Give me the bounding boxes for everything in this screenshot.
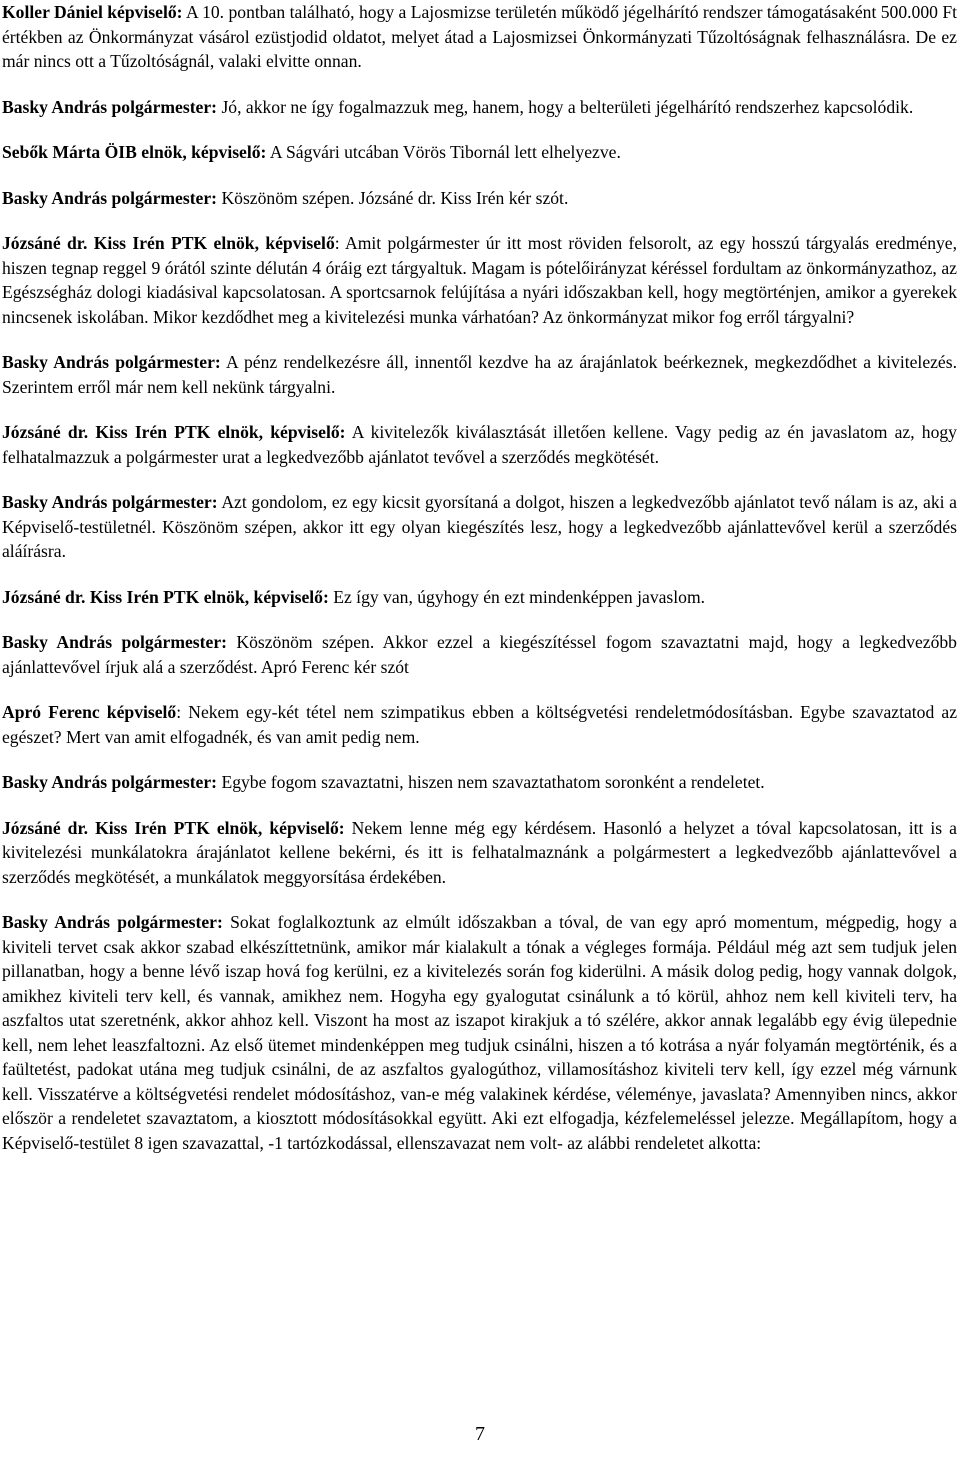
speaker-name: Józsáné dr. Kiss Irén PTK elnök, képviselő:: [2, 586, 329, 607]
speaker-name: Józsáné dr. Kiss Irén PTK elnök, képviselő:: [2, 422, 346, 442]
document-page: [2, 0, 957, 1176]
paragraph: [2, 770, 957, 795]
paragraph: [2, 490, 957, 564]
paragraph: [2, 420, 957, 469]
paragraph-text: A pénz rendelkezésre áll, innentől kezdve ha az árajánlatok beérkeznek, megkezdődhet a kivitelezés. Szerintem erről már nem kell nekünk tárgyalni.: [2, 352, 957, 397]
paragraph-text: : Amit polgármester úr itt most röviden felsorolt, az egy hosszú tárgyalás eredménye, hiszen tegnap reggel 9 órától szinte délután 4 óráig ezt tárgyaltuk. Magam is pótelőirányzat kéréssel fordultam az önkormányzathoz, az Egészségház dologi kiadásival kapcsolatosan. A sportcsarnok felújítása a nyári időszakban kell, hogy megtörténjen, amikor a gyerekek nincsenek iskolában. Mikor kezdődhet meg a kivitelezési munka várhatóan? Az önkormányzat mikor fog erről tárgyalni?: [2, 233, 957, 327]
speaker-name: Basky András polgármester:: [2, 772, 218, 792]
paragraph: [2, 585, 957, 610]
paragraph: [2, 816, 957, 890]
paragraph-text: Jó, akkor ne így fogalmazzuk meg, hanem, hogy a belterületi jégelhárító rendszerhez kapcsolódik.: [217, 96, 914, 117]
paragraph: [2, 0, 957, 74]
speaker-name: Basky András polgármester:: [2, 632, 227, 652]
speaker-name: Basky András polgármester:: [2, 352, 221, 372]
speaker-name: Józsáné dr. Kiss Irén PTK elnök, képviselő:: [2, 817, 345, 838]
paragraph: [2, 350, 957, 399]
paragraph-text: Ez így van, úgyhogy én ezt mindenképpen javaslom.: [328, 586, 706, 607]
paragraph-text: Azt gondolom, ez egy kicsit gyorsítaná a dolgot, hiszen a legkedvezőbb ajánlatot tevő nálam is az, aki a Képviselő-testületnél. Köszönöm szépen, akkor itt egy olyan kiegészítés lesz, hogy a legkedvezőbb ajánlattevővel kerül a szerződés aláírásra.: [2, 492, 957, 561]
speaker-name: Basky András polgármester:: [2, 96, 218, 117]
paragraph-text: : Nekem egy-két tétel nem szimpatikus ebben a költségvetési rendeletmódosításban. Egybe szavaztatod az egészet? Mert van amit elfogadnék, és van amit pedig nem.: [2, 702, 957, 747]
speaker-name: Basky András polgármester:: [2, 187, 218, 208]
paragraph: [2, 231, 957, 329]
paragraph: [2, 910, 957, 1155]
paragraph-text: Köszönöm szépen. Akkor ezzel a kiegészítéssel fogom szavaztatni majd, hogy a legkedvezőbb ajánlattevővel írjuk alá a szerződést. Apró Ferenc kér szót: [2, 632, 957, 677]
paragraph-text: Köszönöm szépen. Józsáné dr. Kiss Irén kér szót.: [217, 187, 569, 208]
paragraph: [2, 186, 957, 211]
speaker-name: Sebők Márta ÖIB elnök, képviselő:: [2, 142, 267, 162]
speaker-name: Józsáné dr. Kiss Irén PTK elnök, képviselő: [2, 233, 335, 253]
paragraph: [2, 95, 957, 120]
speaker-name: Basky András polgármester:: [2, 912, 223, 932]
speaker-name: Apró Ferenc képviselő: [2, 702, 177, 722]
paragraph: [2, 140, 957, 165]
paragraph-text: A 10. pontban található, hogy a Lajosmizse területén működő jégelhárító rendszer támogatásaként 500.000 Ft értékben az Önkormányzat vásárol ezüstjodid oldatot, melyet átad a Lajosmizsei Önkormányzati Tűzoltóságnak felhasználásra. De ez már nincs ott a Tűzoltóságnál, valaki elvitte onnan.: [2, 2, 958, 71]
paragraph: [2, 700, 957, 749]
paragraph: [2, 630, 957, 679]
speaker-name: Koller Dániel képviselő:: [2, 2, 183, 22]
speaker-name: Basky András polgármester:: [2, 492, 218, 512]
paragraph-text: Sokat foglalkoztunk az elmúlt időszakban a tóval, de van egy apró momentum, mégpedig, hogy a kiviteli tervet csak akkor szabad elkészíttetnünk, amikor már kialakult a tónak a végleges formája. Például még azt sem tudjuk jelen pillanatban, hogy a benne lévő iszap hová fog kerülni, ez a kivitelezés során fog kiderülni. A másik dolog pedig, hogy vannak dolgok, amikhez kiviteli terv kell, és vannak, amikhez nem. Hogyha egy gyalogutat csinálunk a tó körül, ahhoz nem kell kiviteli terv, ha aszfaltos utat szeretnénk, akkor ahhoz kell. Viszont ha most az iszapot kirakjuk a tó szélére, akkor annak legalább egy évig ülepednie kell, nem lehet leaszfaltozni. Az első ütemet mindenképpen meg tudjuk csinálni, hiszen a tó kotrása a nyár folyamán megtörténik, és a faültetést, padokat utána meg tudjuk csinálni, de az aszfaltos gyalogúthoz, villamosításhoz kiviteli terv kell, így ezzel még várnunk kell. Visszatérve a költségvetési rendelet módosításhoz, van-e még valakinek kérdése, véleménye, javaslata? Amennyiben nincs, akkor először a rendeletet szavaztatom, a kiosztott módosításokkal együtt. Aki ezt elfogadja, kézfelemeléssel jelezze. Megállapítom, hogy a Képviselő-testület 8 igen szavazattal, -1 tartózkodással, ellenszavazat nem volt- az alábbi rendeletet alkotta:: [2, 912, 957, 1153]
page-number: 7: [475, 1423, 485, 1445]
paragraph-text: A kivitelezők kiválasztását illetően kellene. Vagy pedig az én javaslatom az, hogy felhatalmazzuk a polgármester urat a legkedvezőbb ajánlatot tevővel a szerződés megkötését.: [2, 422, 957, 467]
paragraph-text: Egybe fogom szavaztatni, hiszen nem szavaztathatom soronként a rendeletet.: [217, 772, 765, 792]
paragraph-text: Nekem lenne még egy kérdésem. Hasonló a helyzet a tóval kapcsolatosan, itt is a kivitelezési munkálatokra árajánlatot kellene bekérni, és itt is felhatalmaznánk a polgármestert a legkedvezőbb ajánlattevővel a szerződés megkötését, a munkálatok meggyorsítása érdekében.: [2, 817, 957, 887]
paragraph-text: A Ságvári utcában Vörös Tibornál lett elhelyezve.: [266, 142, 621, 162]
